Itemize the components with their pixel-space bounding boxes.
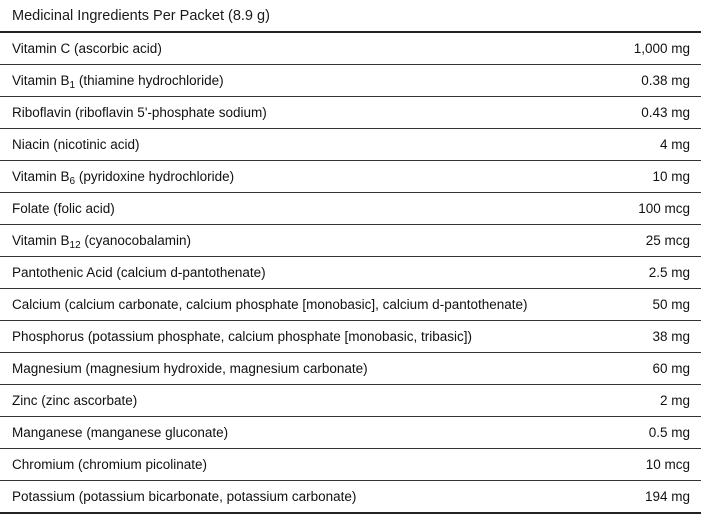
ingredient-amount: 1,000 mg: [530, 33, 701, 65]
table-row: [0, 321, 701, 353]
table-row: [0, 257, 701, 289]
table-row: [0, 129, 701, 161]
ingredient-source: (zinc ascorbate): [37, 393, 138, 408]
ingredient-name-cell: [0, 385, 530, 417]
ingredient-name-cell: [0, 225, 530, 257]
table-row: [0, 449, 701, 481]
ingredient-name-cell: [0, 353, 530, 385]
table-row: [0, 385, 701, 417]
ingredient-name-cell: [0, 289, 530, 321]
ingredient-name: Zinc: [12, 393, 38, 408]
ingredient-name: Folate: [12, 201, 50, 216]
ingredient-subscript: 12: [69, 240, 81, 251]
ingredient-name-cell: [0, 33, 530, 65]
ingredient-source: (calcium d-pantothenate): [112, 265, 266, 280]
table-row: [0, 481, 701, 514]
ingredient-name-cell: [0, 193, 530, 225]
ingredient-name: Niacin: [12, 137, 50, 152]
table-row: [0, 353, 701, 385]
ingredient-amount: 194 mg: [530, 481, 701, 514]
table-row: [0, 161, 701, 193]
ingredient-amount: 0.43 mg: [530, 97, 701, 129]
ingredient-source: (manganese gluconate): [82, 425, 229, 440]
ingredient-amount: 100 mcg: [530, 193, 701, 225]
ingredient-name-cell: [0, 417, 530, 449]
ingredient-source: (calcium carbonate, calcium phosphate [monobasic], calcium d-pantothenate): [60, 297, 528, 312]
ingredient-amount: 10 mcg: [530, 449, 701, 481]
ingredient-name-cell: [0, 449, 530, 481]
ingredient-source: (riboflavin 5'-phosphate sodium): [71, 105, 267, 120]
table-row: [0, 289, 701, 321]
ingredient-subscript: 6: [69, 176, 76, 187]
ingredient-name-cell: [0, 97, 530, 129]
table-row: [0, 417, 701, 449]
ingredient-source: (thiamine hydrochloride): [75, 73, 224, 88]
ingredient-name: Vitamin B: [12, 169, 70, 184]
ingredient-amount: 50 mg: [530, 289, 701, 321]
ingredient-source: (cyanocobalamin): [80, 233, 191, 248]
ingredient-amount: 4 mg: [530, 129, 701, 161]
ingredient-name-cell: [0, 65, 530, 97]
ingredient-amount: 0.5 mg: [530, 417, 701, 449]
ingredient-amount: 10 mg: [530, 161, 701, 193]
table-title: Medicinal Ingredients Per Packet (8.9 g): [0, 0, 701, 33]
ingredients-table: [0, 33, 701, 514]
ingredient-name: Riboflavin: [12, 105, 72, 120]
ingredient-source: (potassium phosphate, calcium phosphate [monobasic, tribasic]): [84, 329, 473, 344]
ingredient-source: (ascorbic acid): [70, 41, 162, 56]
ingredient-source: (chromium picolinate): [74, 457, 208, 472]
ingredient-name: Magnesium: [12, 361, 82, 376]
ingredient-name: Vitamin C: [12, 41, 71, 56]
ingredients-table-body: [0, 33, 701, 513]
ingredient-source: (nicotinic acid): [49, 137, 140, 152]
ingredient-name-cell: [0, 257, 530, 289]
ingredient-name: Vitamin B: [12, 73, 70, 88]
table-row: [0, 65, 701, 97]
ingredient-amount: 25 mcg: [530, 225, 701, 257]
table-row: [0, 97, 701, 129]
ingredient-name: Vitamin B: [12, 233, 70, 248]
ingredient-amount: 2 mg: [530, 385, 701, 417]
ingredient-source: (magnesium hydroxide, magnesium carbonate): [81, 361, 368, 376]
ingredient-amount: 38 mg: [530, 321, 701, 353]
ingredient-name: Calcium: [12, 297, 61, 312]
ingredient-subscript: 1: [69, 80, 76, 91]
ingredient-name-cell: [0, 161, 530, 193]
ingredient-source: (folic acid): [49, 201, 115, 216]
ingredient-name-cell: [0, 481, 530, 514]
ingredient-source: (pyridoxine hydrochloride): [75, 169, 235, 184]
ingredient-source: (potassium bicarbonate, potassium carbonate): [75, 489, 357, 504]
ingredient-name: Manganese: [12, 425, 83, 440]
ingredient-amount: 0.38 mg: [530, 65, 701, 97]
table-row: [0, 193, 701, 225]
ingredient-name-cell: [0, 129, 530, 161]
ingredient-amount: 2.5 mg: [530, 257, 701, 289]
ingredient-name: Phosphorus: [12, 329, 85, 344]
ingredient-name: Pantothenic Acid: [12, 265, 113, 280]
table-row: [0, 225, 701, 257]
ingredient-name-cell: [0, 321, 530, 353]
ingredient-name: Potassium: [12, 489, 76, 504]
table-row: [0, 33, 701, 65]
ingredient-name: Chromium: [12, 457, 75, 472]
ingredient-amount: 60 mg: [530, 353, 701, 385]
